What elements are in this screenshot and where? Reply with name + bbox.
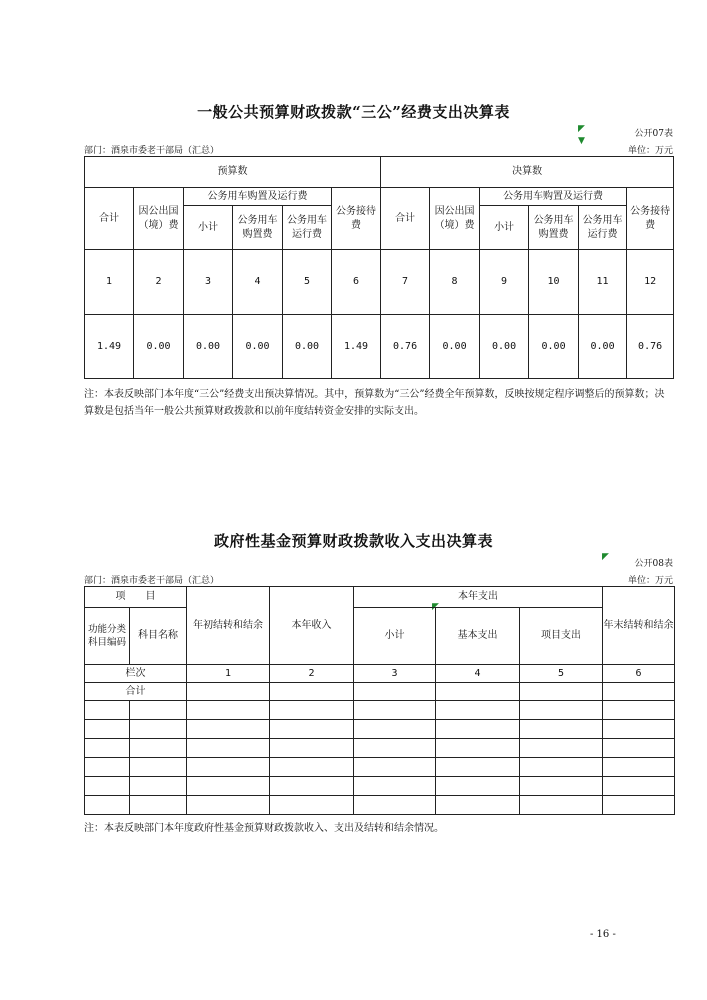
value-cell: 1.49 bbox=[85, 315, 134, 379]
value-cell: 0.00 bbox=[529, 315, 579, 379]
header-basic: 基本支出 bbox=[436, 608, 520, 665]
value-cell: 0.00 bbox=[184, 315, 233, 379]
col-abroad: 因公出国（境）费 bbox=[134, 188, 184, 250]
green-marker-icon: ◤ bbox=[432, 602, 439, 612]
table1-note: 注：本表反映部门本年度“三公”经费支出预决算情况。其中，预算数为“三公”经费全年预算数，反映按规定程序调整后的预算数；决算数是包括当年一般公共预算财政拨款和以前年度结转资金安排的实际支出。 bbox=[84, 389, 665, 417]
group-budget-header: 预算数 bbox=[85, 157, 381, 188]
index-cell: 1 bbox=[187, 665, 270, 683]
index-cell: 7 bbox=[381, 250, 430, 315]
index-cell: 2 bbox=[270, 665, 354, 683]
value-cell: 1.49 bbox=[332, 315, 381, 379]
value-cell: 0.76 bbox=[381, 315, 430, 379]
table1 bbox=[84, 156, 674, 379]
table-row bbox=[85, 777, 675, 796]
col-subtotal: 小计 bbox=[480, 206, 529, 250]
value-cell: 0.00 bbox=[430, 315, 480, 379]
index-cell: 12 bbox=[627, 250, 674, 315]
table-row bbox=[85, 758, 675, 777]
page-number: - 16 - bbox=[590, 929, 616, 940]
group-final-header: 决算数 bbox=[381, 157, 674, 188]
value-cell: 0.76 bbox=[627, 315, 674, 379]
header-subtotal: 小计 bbox=[354, 608, 436, 665]
table-row bbox=[85, 796, 675, 815]
green-marker-icon: ◤ bbox=[578, 124, 585, 134]
table2-unit: 单位：万元 bbox=[627, 576, 673, 586]
table2-department: 部门：酒泉市委老干部局（汇总） bbox=[84, 576, 220, 586]
index-cell: 9 bbox=[480, 250, 529, 315]
index-cell: 1 bbox=[85, 250, 134, 315]
col-total: 合计 bbox=[85, 188, 134, 250]
index-cell: 4 bbox=[436, 665, 520, 683]
table1-department: 部门：酒泉市委老干部局（汇总） bbox=[84, 146, 220, 156]
empty-cell bbox=[270, 683, 354, 701]
index-cell: 11 bbox=[579, 250, 627, 315]
value-cell: 0.00 bbox=[283, 315, 332, 379]
green-marker-icon: ◤ bbox=[602, 552, 609, 562]
table2-code: 公开08表 bbox=[634, 559, 673, 569]
col-vehicle-running: 公务用车运行费 bbox=[283, 206, 332, 250]
header-item: 项 目 bbox=[85, 587, 187, 608]
index-cell: 2 bbox=[134, 250, 184, 315]
value-cell: 0.00 bbox=[480, 315, 529, 379]
table1-unit: 单位：万元 bbox=[627, 146, 673, 156]
col-reception: 公务接待费 bbox=[332, 188, 381, 250]
green-marker-icon: ▼ bbox=[578, 136, 585, 146]
subgroup-vehicle: 公务用车购置及运行费 bbox=[480, 188, 627, 206]
index-cell: 3 bbox=[184, 250, 233, 315]
value-cell: 0.00 bbox=[134, 315, 184, 379]
index-cell: 6 bbox=[332, 250, 381, 315]
row-total-label: 合计 bbox=[85, 683, 187, 701]
header-func-code: 功能分类科目编码 bbox=[85, 608, 130, 665]
col-abroad: 因公出国（境）费 bbox=[430, 188, 480, 250]
col-vehicle-purchase: 公务用车购置费 bbox=[233, 206, 283, 250]
empty-cell bbox=[354, 683, 436, 701]
subgroup-vehicle: 公务用车购置及运行费 bbox=[184, 188, 332, 206]
header-expense: 本年支出 bbox=[354, 587, 603, 608]
index-cell: 6 bbox=[603, 665, 675, 683]
table-row bbox=[85, 739, 675, 758]
index-cell: 4 bbox=[233, 250, 283, 315]
header-income: 本年收入 bbox=[270, 587, 354, 665]
value-cell: 0.00 bbox=[579, 315, 627, 379]
table2 bbox=[84, 586, 675, 815]
col-subtotal: 小计 bbox=[184, 206, 233, 250]
index-cell: 5 bbox=[283, 250, 332, 315]
empty-cell bbox=[436, 683, 520, 701]
header-project: 项目支出 bbox=[520, 608, 603, 665]
index-cell: 10 bbox=[529, 250, 579, 315]
table1-title: 一般公共预算财政拨款“三公”经费支出决算表 bbox=[197, 103, 510, 121]
col-total: 合计 bbox=[381, 188, 430, 250]
header-end-balance: 年末结转和结余 bbox=[603, 587, 675, 665]
value-cell: 0.00 bbox=[233, 315, 283, 379]
empty-cell bbox=[520, 683, 603, 701]
col-vehicle-purchase: 公务用车购置费 bbox=[529, 206, 579, 250]
empty-cell bbox=[187, 683, 270, 701]
index-cell: 5 bbox=[520, 665, 603, 683]
table1-code: 公开07表 bbox=[634, 129, 673, 139]
index-cell: 3 bbox=[354, 665, 436, 683]
table2-title: 政府性基金预算财政拨款收入支出决算表 bbox=[213, 532, 493, 550]
row-index-label: 栏次 bbox=[85, 665, 187, 683]
empty-cell bbox=[603, 683, 675, 701]
table-row bbox=[85, 720, 675, 739]
header-begin-balance: 年初结转和结余 bbox=[187, 587, 270, 665]
header-subject-name: 科目名称 bbox=[130, 608, 187, 665]
index-cell: 8 bbox=[430, 250, 480, 315]
col-reception: 公务接待费 bbox=[627, 188, 674, 250]
table2-note: 注：本表反映部门本年度政府性基金预算财政拨款收入、支出及结转和结余情况。 bbox=[84, 823, 444, 834]
col-vehicle-running: 公务用车运行费 bbox=[579, 206, 627, 250]
table-row bbox=[85, 701, 675, 720]
